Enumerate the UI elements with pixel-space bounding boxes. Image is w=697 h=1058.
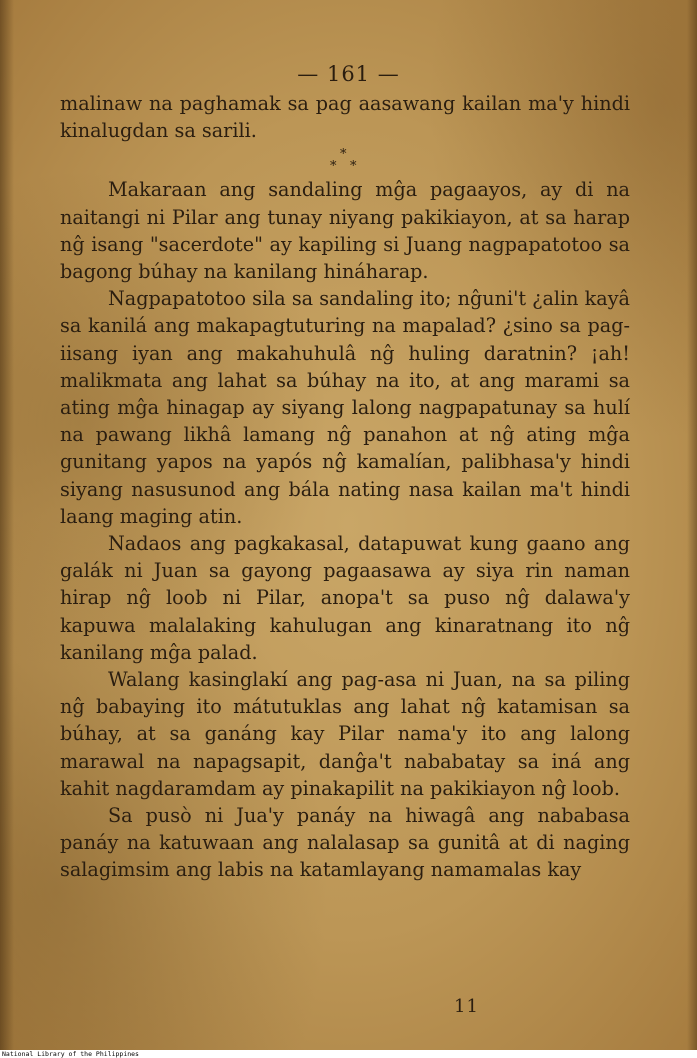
- asterism-star: *: [340, 147, 347, 163]
- asterism-star: *: [330, 159, 337, 175]
- asterism-star: *: [350, 159, 357, 175]
- page-text: [60, 90, 630, 884]
- paragraph-6: Sa pusò ni Jua'y panáy na hiwagâ ang nababasa panáy na katuwaan ang nalalasap sa gunitâ at di naging salagimsim ang labis na katamlayang namamalas kay: [60, 804, 630, 882]
- page-shadow-left: [0, 0, 14, 1050]
- page-shadow-right: [687, 0, 697, 1050]
- signature-mark: 11: [454, 996, 479, 1017]
- page-number: — 161 —: [297, 62, 400, 86]
- paragraph-1: malinaw na paghamak sa pag aasawang kailan ma'y hindi kinalugdan sa sarili.: [60, 92, 630, 143]
- footer-bar: [0, 1050, 697, 1058]
- paragraph-3: Nagpapatotoo sila sa sandaling ito; nĝuni't ¿alin kayâ sa kanilá ang makapagtuturing na mapalad? ¿sino sa pag-iisang iyan ang makahuhulâ nĝ huling daratnin? ¡ah! malikmata ang lahat sa búhay na ito, at ang marami sa ating mĝa hinagap ay siyang lalong nagpapatunay sa hulí na pawang likhâ lamang nĝ panahon at nĝ ating mĝa gunitang yapos na yapós nĝ kamalían, palibhasa'y hindi siyang nasusunod ang bála nating nasa kailan ma't hindi laang maging atin.: [60, 287, 630, 528]
- paragraph-4: Nadaos ang pagkakasal, datapuwat kung gaano ang galák ni Juan sa gayong pagaasawa ay siya rin naman hirap nĝ loob ni Pilar, anopa't sa puso nĝ dalawa'y kapuwa malalaking kahulugan ang kinaratnang ito nĝ kanilang mĝa palad.: [60, 532, 630, 664]
- paragraph-2: Makaraan ang sandaling mĝa pagaayos, ay di na naitangi ni Pilar ang tunay niyang pakikiayon, at sa harap nĝ isang "sacerdote" ay kapiling si Juang nagpapatotoo sa bagong búhay na kanilang hináharap.: [60, 178, 630, 284]
- paragraph-5: Walang kasinglakí ang pag-asa ni Juan, na sa piling nĝ babaying ito mátutuklas ang lahat nĝ katamisan sa búhay, at sa ganáng kay Pilar nama'y ito ang lalong marawal na napagsapit, danĝa't nababatay sa iná ang kahit nagdaramdam ay pinakapilit na pakikiayon nĝ loob.: [60, 668, 630, 800]
- section-asterism: [60, 144, 630, 176]
- library-credit: National Library of the Philippines: [2, 1050, 139, 1058]
